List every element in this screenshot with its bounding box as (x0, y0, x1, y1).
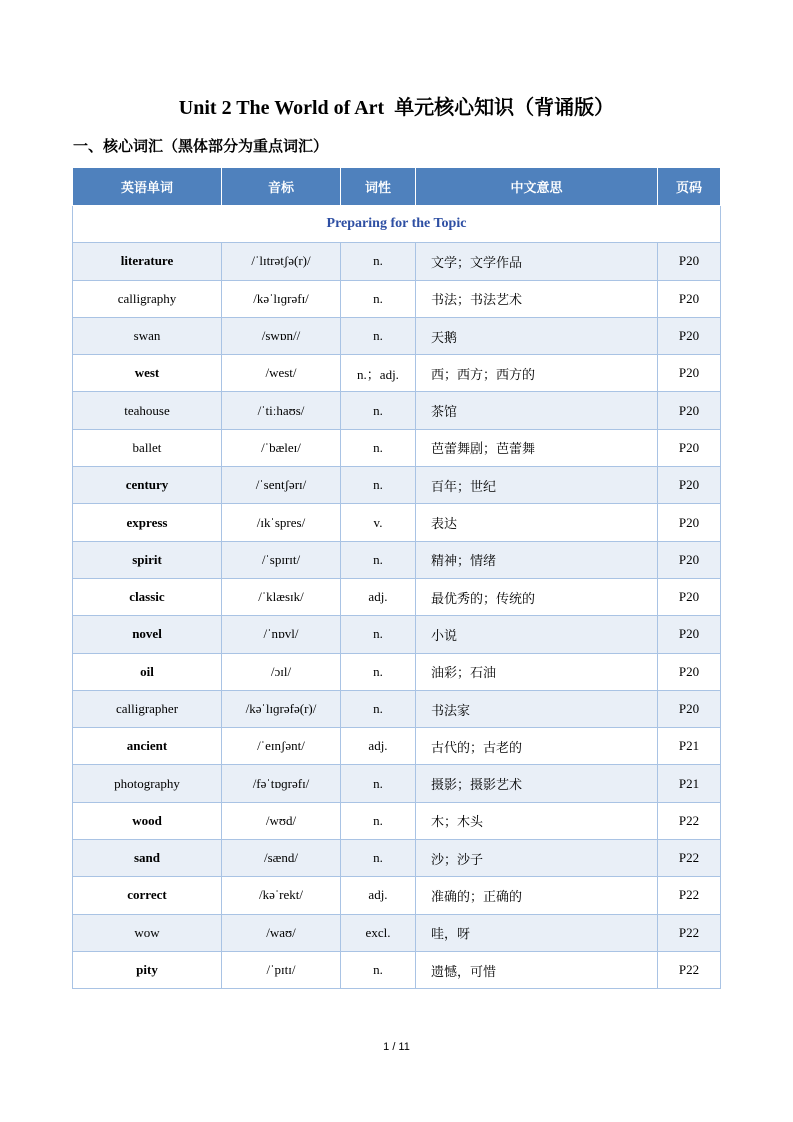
cell-pos: adj. (341, 578, 416, 615)
cell-meaning: 木；木头 (416, 802, 658, 839)
table-subheading: Preparing for the Topic (73, 206, 721, 243)
cell-meaning: 精神；情绪 (416, 541, 658, 578)
cell-page: P21 (658, 728, 721, 765)
cell-meaning: 天鹅 (416, 317, 658, 354)
cell-meaning: 油彩；石油 (416, 653, 658, 690)
cell-word: century (73, 467, 222, 504)
cell-meaning: 茶馆 (416, 392, 658, 429)
cell-ipa: /ˈsentʃərɪ/ (222, 467, 341, 504)
vocabulary-table (72, 167, 721, 989)
table-row (73, 392, 721, 429)
cell-page: P20 (658, 578, 721, 615)
cell-meaning: 芭蕾舞剧；芭蕾舞 (416, 429, 658, 466)
cell-ipa: /sænd/ (222, 840, 341, 877)
table-row (73, 616, 721, 653)
cell-page: P20 (658, 690, 721, 727)
table-row (73, 914, 721, 951)
cell-ipa: /wʊd/ (222, 802, 341, 839)
cell-word: wood (73, 802, 222, 839)
cell-word: pity (73, 951, 222, 988)
cell-page: P20 (658, 541, 721, 578)
header-page: 页码 (658, 168, 721, 206)
cell-pos: n. (341, 280, 416, 317)
table-row (73, 467, 721, 504)
cell-ipa: /ˈbæleɪ/ (222, 429, 341, 466)
cell-page: P22 (658, 951, 721, 988)
cell-pos: n. (341, 690, 416, 727)
cell-word: west (73, 355, 222, 392)
table-row (73, 280, 721, 317)
cell-word: classic (73, 578, 222, 615)
cell-pos: adj. (341, 877, 416, 914)
table-row (73, 877, 721, 914)
cell-ipa: /ˈlɪtrətʃə(r)/ (222, 243, 341, 280)
cell-meaning: 表达 (416, 504, 658, 541)
cell-meaning: 摄影；摄影艺术 (416, 765, 658, 802)
cell-word: novel (73, 616, 222, 653)
cell-page: P20 (658, 317, 721, 354)
cell-pos: excl. (341, 914, 416, 951)
table-row (73, 504, 721, 541)
table-row (73, 578, 721, 615)
cell-ipa: /ˈtiːhaʊs/ (222, 392, 341, 429)
cell-meaning: 小说 (416, 616, 658, 653)
cell-word: swan (73, 317, 222, 354)
table-subheading-row (73, 206, 721, 243)
cell-page: P20 (658, 467, 721, 504)
cell-page: P22 (658, 802, 721, 839)
cell-word: ballet (73, 429, 222, 466)
cell-page: P20 (658, 429, 721, 466)
cell-pos: n. (341, 541, 416, 578)
cell-meaning: 书法；书法艺术 (416, 280, 658, 317)
cell-meaning: 西；西方；西方的 (416, 355, 658, 392)
table-header-row (73, 168, 721, 206)
cell-ipa: /ˈspɪrɪt/ (222, 541, 341, 578)
cell-ipa: /west/ (222, 355, 341, 392)
cell-pos: n. (341, 802, 416, 839)
cell-meaning: 准确的；正确的 (416, 877, 658, 914)
cell-page: P20 (658, 616, 721, 653)
table-row (73, 317, 721, 354)
page-number: 1 / 11 (383, 1041, 410, 1053)
cell-page: P20 (658, 653, 721, 690)
cell-ipa: /kəˈlɪɡrəfɪ/ (222, 280, 341, 317)
cell-page: P22 (658, 914, 721, 951)
cell-page: P20 (658, 504, 721, 541)
section-heading: 一、核心词汇（黑体部分为重点词汇） (73, 137, 329, 155)
cell-meaning: 古代的；古老的 (416, 728, 658, 765)
cell-meaning: 最优秀的；传统的 (416, 578, 658, 615)
table-row (73, 802, 721, 839)
cell-page: P22 (658, 877, 721, 914)
table-row (73, 541, 721, 578)
cell-meaning: 遗憾，可惜 (416, 951, 658, 988)
cell-word: wow (73, 914, 222, 951)
table-row (73, 429, 721, 466)
cell-word: oil (73, 653, 222, 690)
cell-pos: n. (341, 429, 416, 466)
cell-ipa: /kəˈlɪɡrəfə(r)/ (222, 690, 341, 727)
table-row (73, 653, 721, 690)
table-row (73, 728, 721, 765)
cell-pos: n.；adj. (341, 355, 416, 392)
cell-meaning: 哇，呀 (416, 914, 658, 951)
cell-word: spirit (73, 541, 222, 578)
cell-ipa: /ɪkˈspres/ (222, 504, 341, 541)
table-row (73, 840, 721, 877)
cell-pos: n. (341, 653, 416, 690)
cell-ipa: /kəˈrekt/ (222, 877, 341, 914)
header-meaning: 中文意思 (416, 168, 658, 206)
cell-word: calligrapher (73, 690, 222, 727)
cell-word: ancient (73, 728, 222, 765)
cell-meaning: 书法家 (416, 690, 658, 727)
cell-meaning: 百年；世纪 (416, 467, 658, 504)
cell-meaning: 文学；文学作品 (416, 243, 658, 280)
cell-word: teahouse (73, 392, 222, 429)
cell-word: calligraphy (73, 280, 222, 317)
cell-word: literature (73, 243, 222, 280)
cell-word: sand (73, 840, 222, 877)
cell-page: P21 (658, 765, 721, 802)
cell-pos: n. (341, 243, 416, 280)
cell-pos: n. (341, 840, 416, 877)
cell-ipa: /ˈnɒvl/ (222, 616, 341, 653)
header-ipa: 音标 (222, 168, 341, 206)
table-row (73, 355, 721, 392)
cell-word: express (73, 504, 222, 541)
cell-ipa: /waʊ/ (222, 914, 341, 951)
cell-pos: n. (341, 467, 416, 504)
cell-pos: n. (341, 765, 416, 802)
cell-word: correct (73, 877, 222, 914)
cell-pos: n. (341, 392, 416, 429)
cell-ipa: /fəˈtɒɡrəfɪ/ (222, 765, 341, 802)
table-row (73, 765, 721, 802)
table-row (73, 243, 721, 280)
cell-pos: adj. (341, 728, 416, 765)
cell-page: P20 (658, 392, 721, 429)
table-row (73, 690, 721, 727)
cell-page: P20 (658, 280, 721, 317)
cell-page: P20 (658, 355, 721, 392)
cell-ipa: /ˈeɪnʃənt/ (222, 728, 341, 765)
cell-page: P22 (658, 840, 721, 877)
cell-ipa: /swɒn// (222, 317, 341, 354)
header-word: 英语单词 (73, 168, 222, 206)
header-pos: 词性 (341, 168, 416, 206)
cell-pos: v. (341, 504, 416, 541)
cell-ipa: /ɔɪl/ (222, 653, 341, 690)
cell-pos: n. (341, 951, 416, 988)
table-row (73, 951, 721, 988)
page-title: Unit 2 The World of Art 单元核心知识（背诵版） (178, 97, 615, 119)
cell-pos: n. (341, 317, 416, 354)
cell-pos: n. (341, 616, 416, 653)
cell-meaning: 沙；沙子 (416, 840, 658, 877)
cell-word: photography (73, 765, 222, 802)
cell-ipa: /ˈpɪtɪ/ (222, 951, 341, 988)
cell-ipa: /ˈklæsɪk/ (222, 578, 341, 615)
cell-page: P20 (658, 243, 721, 280)
